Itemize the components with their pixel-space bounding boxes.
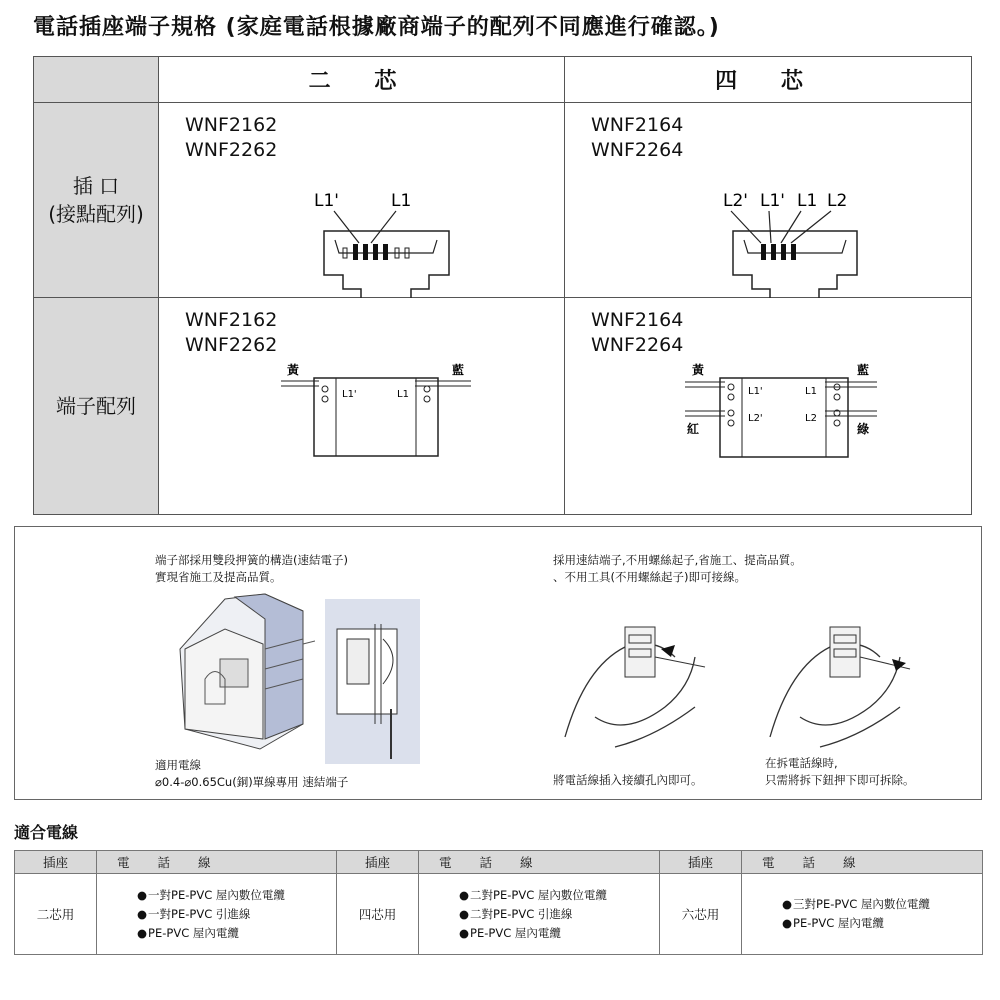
wire-color-label: 藍 — [857, 363, 870, 377]
insert-caption: 將電話線插入接續孔內即可。 — [553, 773, 703, 787]
cable-header-socket: 插座 — [15, 851, 97, 874]
two-core-jack-cell — [159, 103, 565, 298]
two-core-terminal-cell — [159, 298, 565, 515]
hand-insert-wire-illustration — [555, 607, 725, 757]
terminal-block-icon — [314, 378, 438, 456]
feature-text: 實現省施工及提高品質。 — [155, 570, 282, 584]
cable-header-socket: 插座 — [660, 851, 742, 874]
corner-cell — [34, 57, 159, 103]
model-number: WNF2264 — [591, 139, 684, 161]
feature-text: 、不用工具(不用螺絲起子)即可接線。 — [553, 570, 746, 584]
feature-text: 端子部採用雙段押簧的構造(速結電子) — [155, 553, 348, 567]
cable-header-wire: 電 話 線 — [419, 851, 660, 874]
cable-section-title: 適合電線 — [14, 823, 79, 842]
terminal-label: L1 — [397, 389, 409, 400]
cable-list — [742, 895, 982, 933]
wire-color-label: 綠 — [857, 422, 870, 436]
four-core-jack-cell — [565, 103, 972, 298]
header-four-core: 四 芯 — [565, 57, 972, 103]
row-label-line: 端子配列 — [56, 394, 136, 418]
terminal-label: L1' — [748, 386, 763, 397]
row-label-line: (接點配列) — [48, 202, 144, 226]
model-number: WNF2262 — [185, 334, 278, 356]
terminal-label: L1' — [342, 389, 357, 400]
model-number: WNF2164 — [591, 309, 684, 331]
jack-outline-icon — [733, 231, 857, 298]
terminal-four-core-diagram — [565, 298, 972, 515]
feature-caption: 適用電線 — [155, 758, 201, 772]
cable-header-socket: 插座 — [337, 851, 419, 874]
cable-group-label: 六芯用 — [660, 874, 742, 955]
cable-group-label: 四芯用 — [337, 874, 419, 955]
feature-caption: ⌀0.4-⌀0.65Cu(銅)單線專用 速結端子 — [155, 775, 349, 789]
jack-two-core-diagram — [159, 103, 565, 298]
cable-table — [14, 850, 983, 955]
row-label-line: 插 口 — [72, 174, 120, 198]
wire-color-label: 黃 — [692, 363, 705, 377]
remove-caption: 在拆電話線時, — [765, 756, 838, 770]
model-number: WNF2162 — [185, 309, 278, 331]
terminal-section-illustration — [325, 599, 420, 764]
pin-label: L2 — [827, 191, 848, 211]
cable-list — [97, 886, 336, 943]
header-two-core: 二 芯 — [159, 57, 565, 103]
cable-item: ● 二對PE-PVC 屋內數位電纜 — [459, 886, 659, 905]
wire-color-label: 紅 — [687, 422, 700, 436]
hand-remove-wire-illustration — [760, 607, 930, 757]
cable-header-wire: 電 話 線 — [742, 851, 983, 874]
remove-caption: 只需將拆下鈕押下即可拆除。 — [765, 773, 915, 787]
model-number: WNF2162 — [185, 114, 278, 136]
cable-item: ● 三對PE-PVC 屋內數位電纜 — [782, 895, 982, 914]
terminal-block-icon — [720, 378, 848, 457]
cable-list — [419, 886, 659, 943]
terminal-two-core-diagram — [159, 298, 565, 515]
model-number: WNF2164 — [591, 114, 684, 136]
cable-item: ● 一對PE-PVC 引進線 — [137, 905, 336, 924]
model-number: WNF2264 — [591, 334, 684, 356]
cable-item: ● 一對PE-PVC 屋內數位電纜 — [137, 886, 336, 905]
pin-label: L1 — [797, 191, 818, 211]
cable-item: ● 二對PE-PVC 引進線 — [459, 905, 659, 924]
feature-text: 採用速結端子,不用螺絲起子,省施工、提高品質。 — [553, 553, 802, 567]
cable-header-wire: 電 話 線 — [97, 851, 337, 874]
wire-color-label: 黃 — [287, 363, 300, 377]
page-title: 電話插座端子規格 (家庭電話根據廠商端子的配列不同應進行確認。) — [33, 15, 720, 40]
pin-label: L1' — [760, 191, 785, 211]
pin-label: L1' — [314, 191, 339, 211]
row-label-terminal — [34, 298, 159, 515]
jack-outline-icon — [324, 231, 449, 298]
row-label-jack — [34, 103, 159, 298]
cable-item: ● PE-PVC 屋內電纜 — [782, 914, 982, 933]
terminal-label: L2 — [805, 413, 817, 424]
cable-item: ● PE-PVC 屋內電纜 — [459, 924, 659, 943]
pin-label: L2' — [723, 191, 748, 211]
socket-spec-table — [33, 56, 972, 515]
terminal-label: L1 — [805, 386, 817, 397]
cable-item: ● PE-PVC 屋內電纜 — [137, 924, 336, 943]
model-number: WNF2262 — [185, 139, 278, 161]
jack-four-core-diagram — [565, 103, 972, 298]
terminal-cutaway-illustration — [165, 589, 315, 759]
terminal-label: L2' — [748, 413, 763, 424]
cable-group-label: 二芯用 — [15, 874, 97, 955]
four-core-terminal-cell — [565, 298, 972, 515]
wire-color-label: 藍 — [452, 363, 465, 377]
pin-label: L1 — [391, 191, 412, 211]
quick-connect-feature-box — [14, 526, 982, 800]
